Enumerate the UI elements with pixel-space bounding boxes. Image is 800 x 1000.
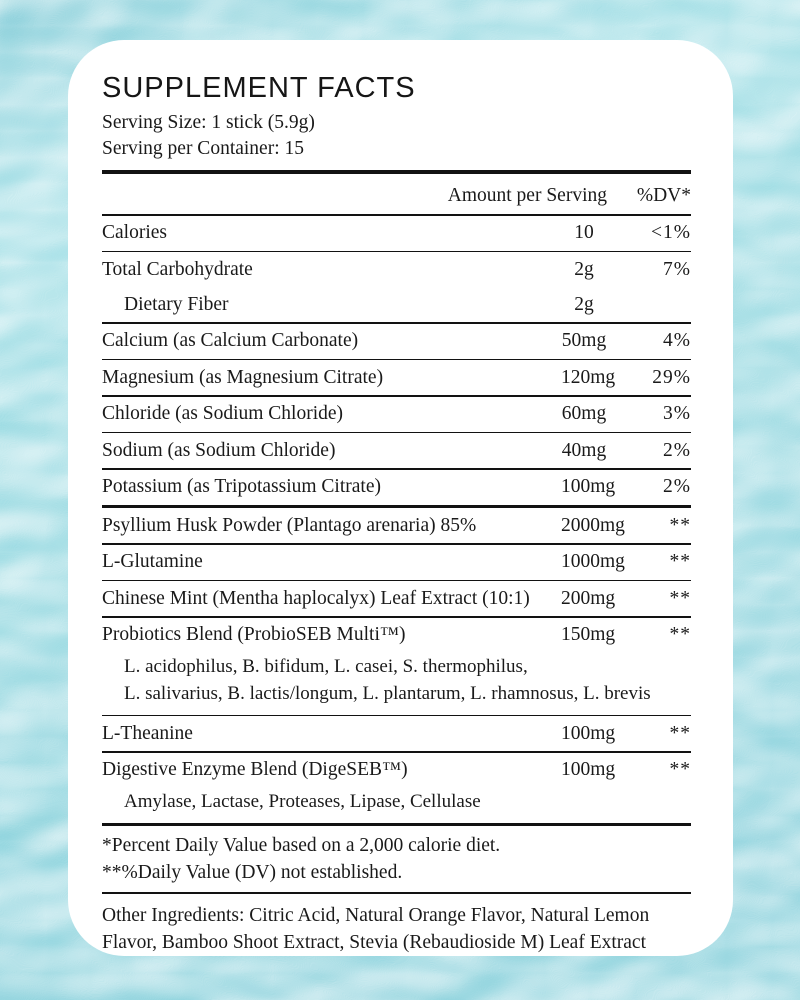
table-row [102,216,691,251]
table-row-main [102,433,691,468]
nutrient-sub-ingredients: L. salivarius, B. lactis/longum, L. plantarum, L. rhamnosus, L. brevis [124,682,651,704]
nutrient-amount: 120mg [561,366,616,388]
nutrient-dv: 2% [663,439,691,461]
nutrient-amount: 200mg [561,587,616,609]
table-row [102,716,691,751]
table-row-main [102,753,691,788]
nutrient-name: Psyllium Husk Powder (Plantago arenaria) 85% [102,514,477,536]
nutrient-name: Probiotics Blend (ProbioSEB Multi™) [102,624,406,645]
table-row-main [102,216,691,251]
nutrient-name: Total Carbohydrate [102,258,253,280]
table-row-main [102,508,691,543]
table-row-main [102,252,691,287]
nutrient-dv: ** [669,514,691,536]
table-row [102,545,691,580]
table-row-main [102,287,691,322]
table-row-main [102,397,691,432]
nutrient-amount: 50mg [561,330,607,351]
footnote-daily-value: *Percent Daily Value based on a 2,000 calorie diet. [102,835,501,856]
table-row-main [102,618,691,653]
supplement-facts-card [68,40,733,956]
table-row [102,360,691,395]
nutrient-amount: 40mg [561,439,607,461]
table-row-main [102,716,691,751]
nutrient-dv: 3% [663,403,691,424]
nutrient-amount: 2g [574,258,594,280]
nutrient-amount: 2g [574,293,594,315]
nutrient-amount: 150mg [561,624,616,645]
nutrient-amount: 2000mg [561,514,625,536]
nutrient-name: Digestive Enzyme Blend (DigeSEB™) [102,759,408,780]
table-row-main [102,470,691,505]
servings-per-container: Serving per Container: 15 [102,138,304,159]
nutrient-name: Magnesium (as Magnesium Citrate) [102,366,384,388]
table-row [102,470,691,505]
nutrient-name: Calcium (as Calcium Carbonate) [102,330,359,351]
table-row-main [102,581,691,616]
table-row [102,252,691,287]
nutrient-amount: 60mg [561,403,607,424]
table-header-row [102,174,691,214]
nutrient-amount: 100mg [561,476,616,497]
nutrient-table [102,216,691,827]
nutrient-name: Potassium (as Tripotassium Citrate) [102,476,381,497]
nutrient-dv: ** [669,722,691,744]
page-title: SUPPLEMENT FACTS [102,72,416,104]
nutrient-dv: ** [669,624,691,645]
nutrient-amount: 10 [574,222,594,243]
column-header-amount: Amount per Serving [447,184,607,206]
serving-size: Serving Size: 1 stick (5.9g) [102,112,315,133]
column-header-dv: %DV* [636,184,691,206]
table-row-main [102,545,691,580]
nutrient-name: L-Theanine [102,722,193,744]
nutrient-name: Calories [102,222,167,243]
other-ingredients: Other Ingredients: Citric Acid, Natural Orange Flavor, Natural Lemon Flavor, Bamboo Shoot Extract, Stevia (Rebaudioside M) Leaf Extract [102,905,650,953]
nutrient-dv: ** [669,759,691,780]
table-row [102,397,691,432]
nutrient-name: Sodium (as Sodium Chloride) [102,439,336,461]
table-row [102,618,691,715]
nutrient-dv: <1% [651,222,691,243]
nutrient-dv: 4% [663,330,691,351]
nutrient-dv: 29% [652,366,691,388]
nutrient-amount: 100mg [561,759,616,780]
nutrient-sub-ingredients: Amylase, Lactase, Proteases, Lipase, Cellulase [124,790,481,812]
footnotes [102,826,691,892]
nutrient-name: Chinese Mint (Mentha haplocalyx) Leaf Extract (10:1) [102,587,530,609]
table-row [102,753,691,823]
nutrient-name: Dietary Fiber [124,293,229,315]
nutrient-sub-ingredients: L. acidophilus, B. bifidum, L. casei, S. thermophilus, [124,655,528,677]
nutrient-amount: 1000mg [561,551,625,572]
nutrient-dv: ** [669,551,691,572]
nutrient-dv: 7% [663,258,691,280]
table-row [102,287,691,322]
nutrient-amount: 100mg [561,722,616,744]
table-row [102,433,691,468]
table-row-main [102,360,691,395]
footnote-dv-not-established: **%Daily Value (DV) not established. [102,862,403,883]
table-row [102,508,691,543]
table-row-main [102,324,691,359]
nutrient-dv: 2% [663,476,691,497]
nutrient-dv: ** [669,587,691,609]
table-row [102,581,691,616]
nutrient-name: Chloride (as Sodium Chloride) [102,403,344,424]
table-row [102,324,691,359]
nutrient-name: L-Glutamine [102,551,203,572]
